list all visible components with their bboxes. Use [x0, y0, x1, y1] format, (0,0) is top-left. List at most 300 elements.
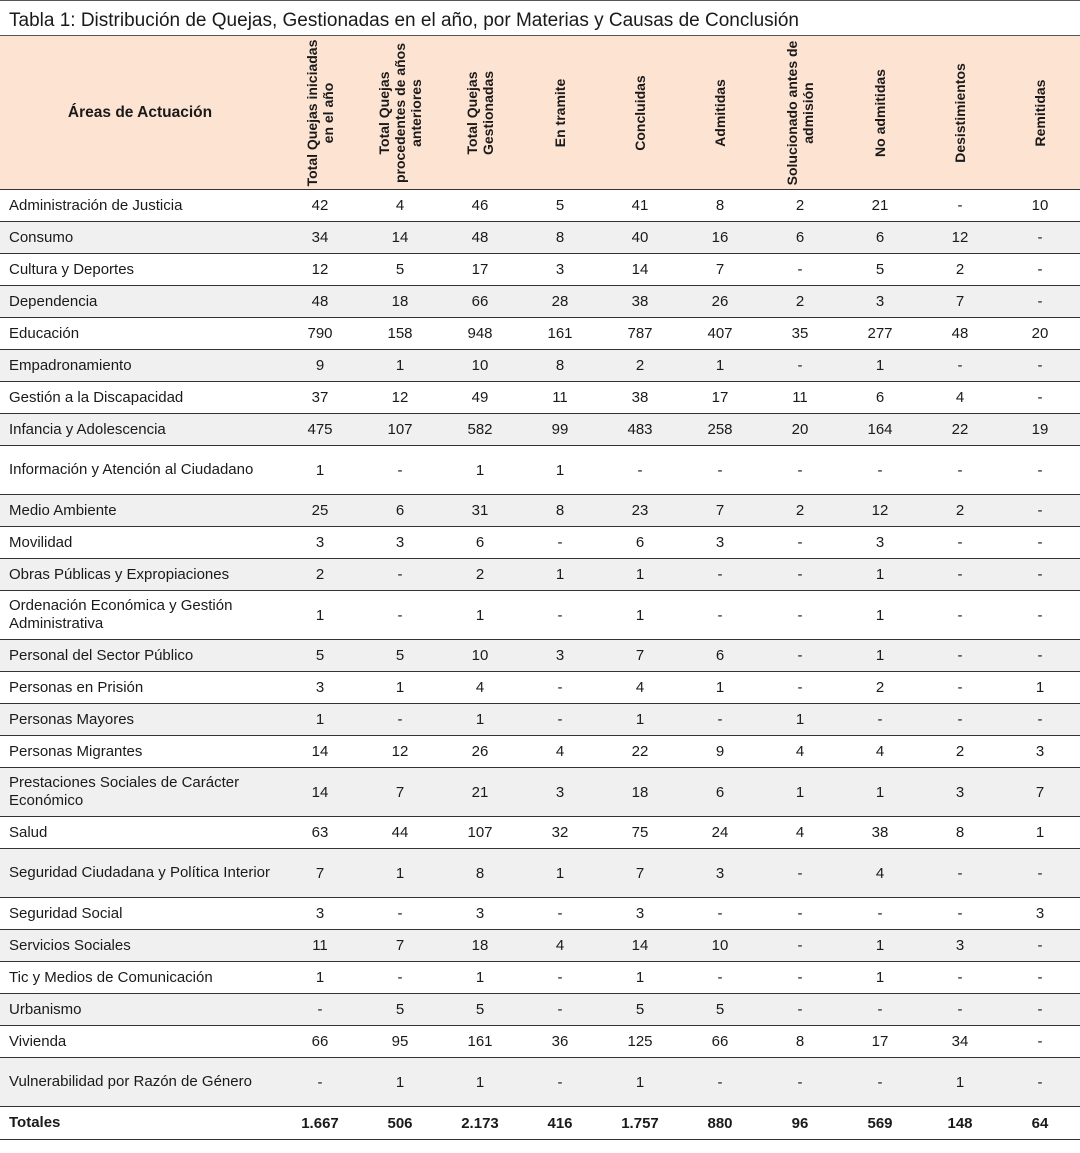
row-value-cell: -	[920, 704, 1000, 736]
row-value-cell: 4	[520, 736, 600, 768]
row-value-cell: 5	[280, 640, 360, 672]
row-value-cell: 3	[920, 768, 1000, 817]
row-value-cell: 1	[280, 962, 360, 994]
row-value-cell: -	[520, 591, 600, 640]
row-value-cell: -	[840, 898, 920, 930]
row-value-cell: 5	[840, 254, 920, 286]
row-value-cell: 1	[600, 1058, 680, 1107]
row-value-cell: 16	[680, 222, 760, 254]
row-value-cell: -	[280, 1058, 360, 1107]
row-value-cell: 42	[280, 190, 360, 222]
row-value-cell: -	[760, 962, 840, 994]
row-value-cell: 3	[280, 527, 360, 559]
row-value-cell: 2	[760, 495, 840, 527]
row-value-cell: -	[1000, 1058, 1080, 1107]
row-value-cell: 7	[680, 495, 760, 527]
row-value-cell: 9	[680, 736, 760, 768]
row-value-cell: -	[1000, 1026, 1080, 1058]
table-row	[0, 446, 1080, 495]
row-value-cell: 18	[360, 286, 440, 318]
row-value-cell: 582	[440, 414, 520, 446]
row-value-cell: 6	[840, 382, 920, 414]
row-value-cell: 1	[280, 446, 360, 495]
row-value-cell: 3	[1000, 736, 1080, 768]
row-value-cell: 2	[760, 286, 840, 318]
row-value-cell: 3	[1000, 898, 1080, 930]
table-row	[0, 1026, 1080, 1058]
row-value-cell: 2	[440, 559, 520, 591]
row-value-cell: -	[680, 962, 760, 994]
row-value-cell: -	[760, 591, 840, 640]
row-value-cell: 2	[840, 672, 920, 704]
row-value-cell: 4	[520, 930, 600, 962]
row-value-cell: -	[1000, 640, 1080, 672]
row-value-cell: 3	[520, 254, 600, 286]
totals-value-cell: 880	[680, 1107, 760, 1140]
row-value-cell: 277	[840, 318, 920, 350]
row-value-cell: -	[1000, 286, 1080, 318]
row-value-cell: 1	[360, 350, 440, 382]
row-value-cell: 48	[280, 286, 360, 318]
row-value-cell: 44	[360, 817, 440, 849]
row-value-cell: 6	[680, 768, 760, 817]
row-value-cell: 1	[1000, 817, 1080, 849]
row-value-cell: 17	[680, 382, 760, 414]
row-value-cell: 3	[280, 898, 360, 930]
row-value-cell: 3	[360, 527, 440, 559]
row-value-cell: 1	[360, 849, 440, 898]
row-value-cell: 1	[280, 591, 360, 640]
header-column: Remitidas	[1000, 36, 1080, 190]
row-value-cell: 6	[840, 222, 920, 254]
row-value-cell: -	[520, 962, 600, 994]
row-value-cell: 1	[760, 704, 840, 736]
row-value-cell: 12	[840, 495, 920, 527]
row-value-cell: -	[360, 704, 440, 736]
header-column: Concluidas	[600, 36, 680, 190]
row-value-cell: 38	[600, 382, 680, 414]
row-value-cell: 2	[920, 736, 1000, 768]
row-area-name: Personas Migrantes	[0, 736, 280, 768]
row-value-cell: 7	[360, 768, 440, 817]
table-row	[0, 527, 1080, 559]
row-value-cell: 40	[600, 222, 680, 254]
row-area-name: Movilidad	[0, 527, 280, 559]
row-value-cell: -	[520, 994, 600, 1026]
row-value-cell: 75	[600, 817, 680, 849]
row-value-cell: -	[520, 527, 600, 559]
row-value-cell: 1	[840, 930, 920, 962]
row-value-cell: 1	[520, 446, 600, 495]
row-value-cell: 66	[680, 1026, 760, 1058]
row-value-cell: 3	[680, 849, 760, 898]
row-value-cell: 36	[520, 1026, 600, 1058]
row-area-name: Vivienda	[0, 1026, 280, 1058]
row-value-cell: -	[360, 559, 440, 591]
row-value-cell: 5	[360, 640, 440, 672]
header-column: Solucionado antes de admisión	[760, 36, 840, 190]
row-value-cell: -	[1000, 222, 1080, 254]
row-value-cell: 1	[600, 704, 680, 736]
row-value-cell: 1	[760, 768, 840, 817]
table-row	[0, 222, 1080, 254]
row-area-name: Empadronamiento	[0, 350, 280, 382]
row-value-cell: 34	[280, 222, 360, 254]
row-value-cell: 9	[280, 350, 360, 382]
row-value-cell: 1	[440, 1058, 520, 1107]
table-row	[0, 640, 1080, 672]
row-value-cell: 1	[840, 640, 920, 672]
row-value-cell: 3	[680, 527, 760, 559]
row-value-cell: 2	[600, 350, 680, 382]
totals-value-cell: 1.757	[600, 1107, 680, 1140]
row-value-cell: 1	[600, 559, 680, 591]
table-row	[0, 318, 1080, 350]
row-value-cell: 22	[600, 736, 680, 768]
row-area-name: Prestaciones Sociales de Carácter Económico	[0, 768, 280, 817]
row-value-cell: 14	[600, 254, 680, 286]
row-value-cell: 12	[360, 736, 440, 768]
row-area-name: Administración de Justicia	[0, 190, 280, 222]
row-value-cell: 3	[600, 898, 680, 930]
row-area-name: Personas Mayores	[0, 704, 280, 736]
row-value-cell: -	[920, 849, 1000, 898]
row-area-name: Personas en Prisión	[0, 672, 280, 704]
row-area-name: Seguridad Social	[0, 898, 280, 930]
row-value-cell: 1	[600, 962, 680, 994]
totals-value-cell: 64	[1000, 1107, 1080, 1140]
totals-value-cell: 148	[920, 1107, 1000, 1140]
row-area-name: Medio Ambiente	[0, 495, 280, 527]
row-value-cell: 1	[680, 350, 760, 382]
row-value-cell: -	[760, 559, 840, 591]
row-value-cell: -	[840, 994, 920, 1026]
row-value-cell: 12	[920, 222, 1000, 254]
header-column: Desistimientos	[920, 36, 1000, 190]
row-value-cell: 7	[680, 254, 760, 286]
row-value-cell: 95	[360, 1026, 440, 1058]
row-value-cell: -	[920, 527, 1000, 559]
row-value-cell: 18	[440, 930, 520, 962]
row-value-cell: 787	[600, 318, 680, 350]
row-value-cell: 7	[1000, 768, 1080, 817]
row-value-cell: 4	[600, 672, 680, 704]
row-value-cell: 66	[440, 286, 520, 318]
row-value-cell: 3	[280, 672, 360, 704]
row-value-cell: -	[1000, 591, 1080, 640]
row-value-cell: 7	[920, 286, 1000, 318]
row-value-cell: -	[920, 350, 1000, 382]
row-value-cell: 46	[440, 190, 520, 222]
row-area-name: Vulnerabilidad por Razón de Género	[0, 1058, 280, 1107]
row-value-cell: -	[920, 672, 1000, 704]
table-row	[0, 962, 1080, 994]
row-value-cell: -	[520, 898, 600, 930]
table-row	[0, 382, 1080, 414]
row-value-cell: -	[520, 672, 600, 704]
header-row	[0, 36, 1080, 190]
row-value-cell: 8	[520, 222, 600, 254]
row-value-cell: 107	[440, 817, 520, 849]
row-value-cell: 35	[760, 318, 840, 350]
row-value-cell: -	[1000, 994, 1080, 1026]
row-value-cell: 8	[440, 849, 520, 898]
row-value-cell: -	[760, 350, 840, 382]
row-value-cell: 11	[760, 382, 840, 414]
table-row	[0, 1058, 1080, 1107]
row-value-cell: 4	[760, 736, 840, 768]
row-value-cell: 1	[360, 672, 440, 704]
row-value-cell: 10	[1000, 190, 1080, 222]
row-value-cell: -	[760, 849, 840, 898]
table-row	[0, 736, 1080, 768]
row-value-cell: -	[920, 898, 1000, 930]
row-value-cell: 25	[280, 495, 360, 527]
row-value-cell: -	[760, 446, 840, 495]
row-value-cell: 24	[680, 817, 760, 849]
row-value-cell: -	[1000, 495, 1080, 527]
row-value-cell: -	[920, 190, 1000, 222]
row-value-cell: 12	[280, 254, 360, 286]
row-value-cell: 483	[600, 414, 680, 446]
row-value-cell: 1	[840, 591, 920, 640]
row-value-cell: -	[840, 446, 920, 495]
row-value-cell: -	[1000, 559, 1080, 591]
table-row	[0, 591, 1080, 640]
row-value-cell: 41	[600, 190, 680, 222]
row-value-cell: 26	[440, 736, 520, 768]
row-value-cell: 1	[440, 962, 520, 994]
row-value-cell: 475	[280, 414, 360, 446]
row-value-cell: 161	[440, 1026, 520, 1058]
row-value-cell: -	[1000, 849, 1080, 898]
row-area-name: Servicios Sociales	[0, 930, 280, 962]
row-value-cell: 3	[920, 930, 1000, 962]
row-value-cell: 18	[600, 768, 680, 817]
row-value-cell: -	[1000, 254, 1080, 286]
row-area-name: Personal del Sector Público	[0, 640, 280, 672]
row-value-cell: 10	[680, 930, 760, 962]
table-row	[0, 559, 1080, 591]
row-value-cell: 6	[440, 527, 520, 559]
row-value-cell: 38	[600, 286, 680, 318]
table-row	[0, 190, 1080, 222]
row-value-cell: 34	[920, 1026, 1000, 1058]
row-value-cell: -	[1000, 962, 1080, 994]
row-value-cell: 161	[520, 318, 600, 350]
row-value-cell: -	[760, 898, 840, 930]
row-value-cell: 1	[920, 1058, 1000, 1107]
table-row	[0, 704, 1080, 736]
row-value-cell: 3	[840, 527, 920, 559]
header-column: Total Quejas iniciadas en el año	[280, 36, 360, 190]
row-value-cell: 125	[600, 1026, 680, 1058]
row-value-cell: -	[360, 898, 440, 930]
row-value-cell: 7	[360, 930, 440, 962]
row-value-cell: 6	[360, 495, 440, 527]
totals-label: Totales	[0, 1107, 280, 1140]
header-column: Total Quejas Gestionadas	[440, 36, 520, 190]
row-value-cell: 1	[440, 704, 520, 736]
totals-value-cell: 96	[760, 1107, 840, 1140]
row-value-cell: 7	[600, 849, 680, 898]
row-value-cell: -	[600, 446, 680, 495]
row-value-cell: 20	[760, 414, 840, 446]
row-value-cell: 21	[440, 768, 520, 817]
row-value-cell: -	[360, 962, 440, 994]
row-value-cell: -	[360, 591, 440, 640]
row-value-cell: 1	[840, 559, 920, 591]
row-value-cell: -	[680, 446, 760, 495]
row-area-name: Obras Públicas y Expropiaciones	[0, 559, 280, 591]
row-area-name: Consumo	[0, 222, 280, 254]
row-value-cell: -	[920, 446, 1000, 495]
row-value-cell: -	[920, 591, 1000, 640]
row-value-cell: 1	[360, 1058, 440, 1107]
row-value-cell: -	[920, 994, 1000, 1026]
row-value-cell: 5	[440, 994, 520, 1026]
row-value-cell: 10	[440, 350, 520, 382]
row-value-cell: 948	[440, 318, 520, 350]
totals-value-cell: 1.667	[280, 1107, 360, 1140]
row-value-cell: -	[680, 559, 760, 591]
row-value-cell: -	[680, 704, 760, 736]
row-value-cell: 3	[520, 640, 600, 672]
row-value-cell: 6	[680, 640, 760, 672]
totals-value-cell: 506	[360, 1107, 440, 1140]
row-value-cell: -	[680, 1058, 760, 1107]
row-value-cell: 11	[520, 382, 600, 414]
row-value-cell: 4	[760, 817, 840, 849]
row-value-cell: 5	[680, 994, 760, 1026]
row-value-cell: 14	[280, 768, 360, 817]
row-value-cell: 8	[920, 817, 1000, 849]
row-value-cell: 5	[360, 994, 440, 1026]
row-value-cell: 5	[360, 254, 440, 286]
row-value-cell: 17	[440, 254, 520, 286]
row-area-name: Salud	[0, 817, 280, 849]
row-value-cell: -	[840, 1058, 920, 1107]
table-row	[0, 672, 1080, 704]
row-value-cell: 8	[680, 190, 760, 222]
row-value-cell: -	[1000, 527, 1080, 559]
row-value-cell: 14	[600, 930, 680, 962]
header-area: Áreas de Actuación	[0, 36, 280, 190]
row-value-cell: 6	[600, 527, 680, 559]
row-value-cell: 31	[440, 495, 520, 527]
row-value-cell: 4	[840, 736, 920, 768]
row-area-name: Educación	[0, 318, 280, 350]
row-value-cell: 407	[680, 318, 760, 350]
row-value-cell: 1	[600, 591, 680, 640]
row-value-cell: 1	[840, 768, 920, 817]
row-value-cell: 4	[360, 190, 440, 222]
row-value-cell: 4	[920, 382, 1000, 414]
row-value-cell: 2	[760, 190, 840, 222]
row-value-cell: 1	[440, 446, 520, 495]
row-area-name: Tic y Medios de Comunicación	[0, 962, 280, 994]
row-area-name: Infancia y Adolescencia	[0, 414, 280, 446]
complaints-table	[0, 36, 1080, 1140]
table-row	[0, 286, 1080, 318]
row-value-cell: 1	[840, 350, 920, 382]
row-value-cell: -	[920, 962, 1000, 994]
row-value-cell: 28	[520, 286, 600, 318]
row-value-cell: 790	[280, 318, 360, 350]
row-value-cell: 49	[440, 382, 520, 414]
row-value-cell: 158	[360, 318, 440, 350]
row-value-cell: 99	[520, 414, 600, 446]
row-value-cell: -	[920, 640, 1000, 672]
row-value-cell: 2	[920, 495, 1000, 527]
row-value-cell: 38	[840, 817, 920, 849]
row-value-cell: 32	[520, 817, 600, 849]
row-value-cell: 14	[280, 736, 360, 768]
table-row	[0, 768, 1080, 817]
row-value-cell: 1	[680, 672, 760, 704]
row-value-cell: 26	[680, 286, 760, 318]
header-column: Total Quejas procedentes de años anteriores	[360, 36, 440, 190]
row-value-cell: 19	[1000, 414, 1080, 446]
row-value-cell: 1	[1000, 672, 1080, 704]
row-value-cell: 1	[280, 704, 360, 736]
table-row	[0, 930, 1080, 962]
row-value-cell: -	[360, 446, 440, 495]
row-area-name: Dependencia	[0, 286, 280, 318]
row-area-name: Cultura y Deportes	[0, 254, 280, 286]
row-area-name: Urbanismo	[0, 994, 280, 1026]
row-value-cell: 23	[600, 495, 680, 527]
totals-value-cell: 2.173	[440, 1107, 520, 1140]
row-value-cell: 7	[600, 640, 680, 672]
row-value-cell: 8	[520, 495, 600, 527]
row-area-name: Ordenación Económica y Gestión Administrativa	[0, 591, 280, 640]
row-value-cell: 48	[920, 318, 1000, 350]
row-area-name: Información y Atención al Ciudadano	[0, 446, 280, 495]
row-value-cell: -	[1000, 446, 1080, 495]
row-value-cell: 20	[1000, 318, 1080, 350]
row-value-cell: 8	[760, 1026, 840, 1058]
row-value-cell: -	[680, 591, 760, 640]
row-value-cell: 5	[600, 994, 680, 1026]
row-value-cell: -	[920, 559, 1000, 591]
row-value-cell: 21	[840, 190, 920, 222]
row-value-cell: -	[1000, 350, 1080, 382]
row-value-cell: 164	[840, 414, 920, 446]
row-value-cell: -	[760, 930, 840, 962]
row-value-cell: -	[1000, 930, 1080, 962]
row-value-cell: 37	[280, 382, 360, 414]
row-value-cell: -	[760, 254, 840, 286]
row-value-cell: 3	[840, 286, 920, 318]
row-value-cell: 2	[280, 559, 360, 591]
totals-value-cell: 416	[520, 1107, 600, 1140]
table-row	[0, 849, 1080, 898]
table-title: Tabla 1: Distribución de Quejas, Gestionadas en el año, por Materias y Causas de Conclusión	[0, 0, 1080, 36]
row-value-cell: 66	[280, 1026, 360, 1058]
row-value-cell: 4	[840, 849, 920, 898]
row-value-cell: -	[280, 994, 360, 1026]
table-row	[0, 350, 1080, 382]
row-value-cell: 107	[360, 414, 440, 446]
row-value-cell: 1	[520, 849, 600, 898]
row-value-cell: -	[760, 527, 840, 559]
table-row	[0, 817, 1080, 849]
row-value-cell: 3	[440, 898, 520, 930]
row-value-cell: 4	[440, 672, 520, 704]
table-row	[0, 994, 1080, 1026]
totals-value-cell: 569	[840, 1107, 920, 1140]
